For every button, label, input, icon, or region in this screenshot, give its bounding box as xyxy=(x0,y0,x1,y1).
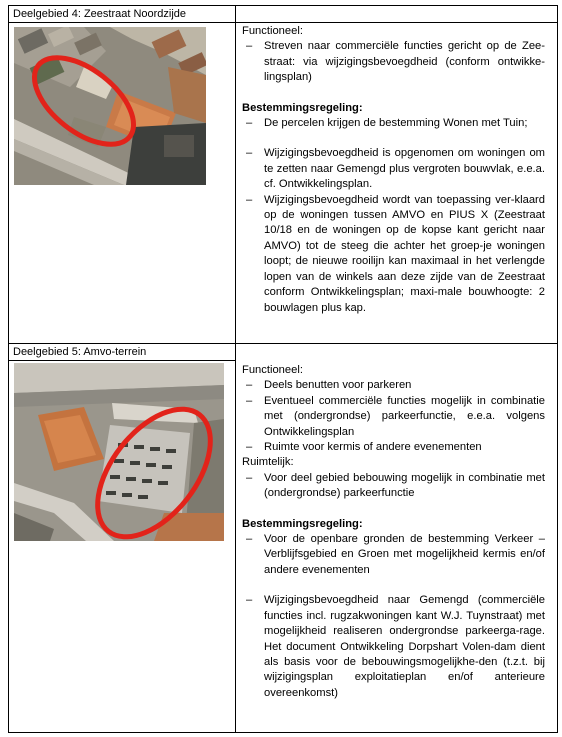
section-heading: Bestemmingsregeling: xyxy=(242,101,363,114)
bullet-item: – Voor de openbare gronden de bestemming Verkeer – Verblijfsgebied en Groen met mogelijkheid kermis en/of andere evenementen xyxy=(242,532,545,578)
aerial-photo-zeestraat-image xyxy=(14,27,206,185)
text-plain: Functioneel: xyxy=(242,364,303,376)
spacer xyxy=(242,578,545,593)
aerial-photo-amvo-terrein xyxy=(14,363,224,541)
bullet-item: – Wijzigingsbevoegdheid is opgenomen om woningen om te zetten naar Gemengd plus vergroten bouwvlak, e.e.a. cf. Ontwikkelingsplan. xyxy=(242,146,545,192)
bullet-item: – Ruimte voor kermis of andere evenementen xyxy=(242,440,545,455)
section-4-description xyxy=(242,24,545,316)
aerial-photo-zeestraat xyxy=(14,27,206,185)
section-heading: Bestemmingsregeling: xyxy=(242,517,363,530)
row-divider-3 xyxy=(8,360,235,361)
text-plain: Ruimtelijk: xyxy=(242,456,294,469)
section-4-label: Deelgebied 4: Zeestraat Noordzijde xyxy=(13,8,187,20)
bullet-item: – Streven naar commerciële functies gericht op de Zee-straat: via wijzigingsbevoegdheid (conform ontwikke-lingsplan) xyxy=(242,39,545,85)
bullet-item: – Wijzigingsbevoegdheid wordt van toepassing ver-klaard op de woningen tussen AMVO en PIUS X (Zeestraat 10/18 en de woningen op de kopse kant gericht naar AMVO) tot de steeg die achter het groep-je woningen loopt; de nieuwe rooilijn kan maximaal in het verlengde lopen van de winkels aan deze zijde van de Zeestraat conform Ontwikkelingsplan; maxi-male bouwhoogte: 2 bouwlagen plus kap. xyxy=(242,193,545,316)
spacer xyxy=(242,131,545,146)
bullet-item: – Voor deel gebied bebouwing mogelijk in combinatie met (ondergrondse) parkeerfunctie xyxy=(242,471,545,502)
text-plain: Functioneel: xyxy=(242,25,303,37)
column-divider xyxy=(235,5,236,733)
spacer xyxy=(242,502,545,517)
row-divider-2 xyxy=(8,343,558,344)
bullet-item: – Wijzigingsbevoegdheid naar Gemengd (commerciële functies incl. rugzakwoningen kant W.J. Tuynstraat) met mogelijkheid realiseren ondergrondse parkeerga-rage. Het document Ontwikkeling Dorpshart Volen-dam dient als basis voor de bebouwingsmogelijkhe-den (t.z.t. bij wijzigingsplan exploitatieplan en/of anterieure overeenkomst) xyxy=(242,593,545,701)
aerial-photo-amvo-terrein-image xyxy=(14,363,224,541)
section-5-label: Deelgebied 5: Amvo-terrein xyxy=(13,346,147,358)
bullet-item: – De percelen krijgen de bestemming Wonen met Tuin; xyxy=(242,116,545,131)
section-5-description xyxy=(242,363,545,701)
spacer xyxy=(242,86,545,101)
bullet-item: – Eventueel commerciële functies mogelijk in combinatie met (ondergrondse) parkeerfunctie, e.e.a. volgens Ontwikkelingsplan xyxy=(242,394,545,440)
row-divider-1 xyxy=(8,22,558,23)
bullet-item: – Deels benutten voor parkeren xyxy=(242,378,545,393)
